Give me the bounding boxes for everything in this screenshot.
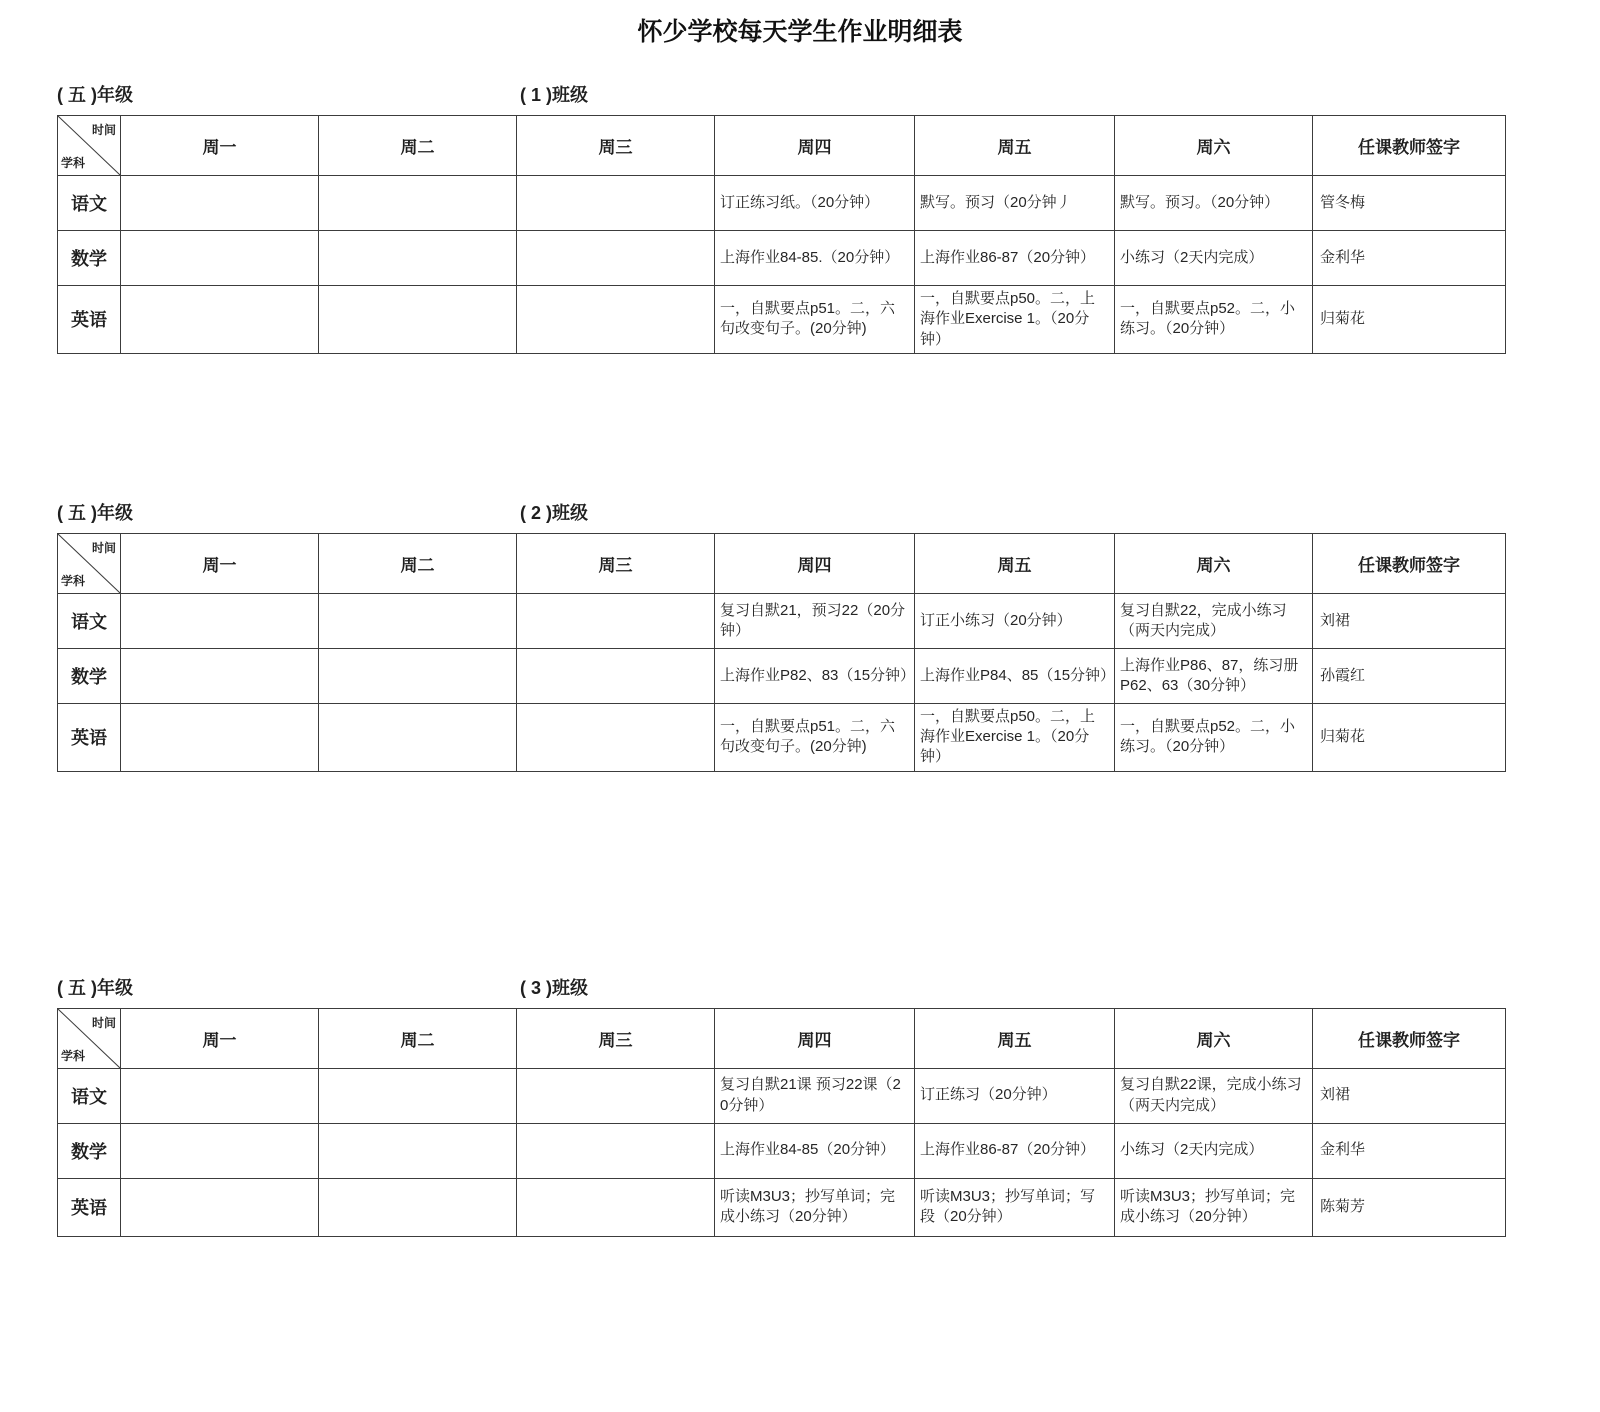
homework-cell [517, 176, 715, 231]
subject-cell: 英语 [58, 703, 121, 771]
header-row [58, 1008, 1506, 1068]
day-header-thu: 周四 [715, 533, 915, 593]
day-header-mon: 周一 [121, 116, 319, 176]
homework-cell [121, 703, 319, 771]
homework-cell [319, 1123, 517, 1178]
header-row [58, 533, 1506, 593]
homework-cell: 订正练习（20分钟） [915, 1068, 1115, 1123]
day-header-tue: 周二 [319, 1008, 517, 1068]
homework-cell [121, 1178, 319, 1236]
class-label: ( 2 )班级 [520, 502, 589, 523]
table-row [58, 703, 1506, 771]
homework-table [57, 115, 1506, 354]
homework-cell: 上海作业86-87（20分钟） [915, 231, 1115, 286]
homework-cell [517, 231, 715, 286]
teacher-cell: 金利华 [1313, 1123, 1506, 1178]
homework-cell: 一，自默要点p52。二，小练习。（20分钟） [1115, 286, 1313, 354]
corner-time-label: 时间 [91, 123, 116, 137]
homework-cell: 一，自默要点p52。二，小练习。（20分钟） [1115, 703, 1313, 771]
day-header-wed: 周三 [517, 533, 715, 593]
homework-cell [121, 1123, 319, 1178]
homework-cell [319, 1068, 517, 1123]
homework-cell [319, 231, 517, 286]
grade-label: ( 五 )年级 [57, 502, 133, 523]
day-header-thu: 周四 [715, 1008, 915, 1068]
homework-cell: 一，自默要点p51。二，六句改变句子。(20分钟) [715, 286, 915, 354]
homework-cell [319, 1178, 517, 1236]
day-header-tue: 周二 [319, 116, 517, 176]
homework-cell [319, 176, 517, 231]
corner-time-label: 时间 [91, 1015, 116, 1030]
homework-cell: 复习自默22课，完成小练习（两天内完成） [1115, 1068, 1313, 1123]
homework-cell: 复习自默22，完成小练习（两天内完成） [1115, 593, 1313, 648]
day-header-sat: 周六 [1115, 116, 1313, 176]
homework-cell: 上海作业86-87（20分钟） [915, 1123, 1115, 1178]
day-header-wed: 周三 [517, 116, 715, 176]
corner-subject-label: 学科 [61, 1048, 86, 1063]
homework-cell [319, 648, 517, 703]
homework-cell: 复习自默21课 预习22课（20分钟） [715, 1068, 915, 1123]
teacher-cell: 归菊花 [1313, 286, 1506, 354]
homework-cell [517, 1068, 715, 1123]
subject-cell: 英语 [58, 1178, 121, 1236]
homework-cell [517, 1123, 715, 1178]
day-header-mon: 周一 [121, 1008, 319, 1068]
homework-cell: 上海作业P84、85（15分钟） [915, 648, 1115, 703]
subject-cell: 语文 [58, 1068, 121, 1123]
homework-cell: 上海作业P86、87，练习册P62、63（30分钟） [1115, 648, 1313, 703]
corner-subject-label: 学科 [61, 573, 86, 588]
teacher-header: 任课教师签字 [1313, 1008, 1506, 1068]
homework-cell [517, 703, 715, 771]
teacher-cell: 管冬梅 [1313, 176, 1506, 231]
homework-cell: 小练习（2天内完成） [1115, 1123, 1313, 1178]
homework-cell: 一，自默要点p51。二，六句改变句子。(20分钟) [715, 703, 915, 771]
day-header-tue: 周二 [319, 533, 517, 593]
day-header-fri: 周五 [915, 533, 1115, 593]
corner-time-label: 时间 [91, 540, 116, 555]
teacher-cell: 金利华 [1313, 231, 1506, 286]
homework-cell [319, 286, 517, 354]
homework-cell: 复习自默21，预习22（20分钟） [715, 593, 915, 648]
grade-label: ( 五 )年级 [57, 85, 133, 105]
class-section-1 [57, 84, 1505, 354]
homework-cell [517, 286, 715, 354]
homework-cell: 一，自默要点p50。二，上海作业Exercise 1。（20分钟） [915, 286, 1115, 354]
subject-cell: 语文 [58, 176, 121, 231]
teacher-cell: 陈菊芳 [1313, 1178, 1506, 1236]
homework-table [57, 1008, 1506, 1237]
teacher-header: 任课教师签字 [1313, 533, 1506, 593]
table-row [58, 1178, 1506, 1236]
caption-row [57, 502, 1505, 524]
homework-cell [121, 286, 319, 354]
subject-cell: 数学 [58, 648, 121, 703]
subject-cell: 语文 [58, 593, 121, 648]
class-label: ( 1 )班级 [520, 85, 589, 105]
page-title: 怀少学校每天学生作业明细表 [637, 18, 963, 46]
caption-row [57, 977, 1505, 999]
homework-cell [121, 593, 319, 648]
caption-row [57, 84, 1505, 106]
homework-cell: 一，自默要点p50。二，上海作业Exercise 1。（20分钟） [915, 703, 1115, 771]
class-section-3 [57, 977, 1505, 1237]
homework-table [57, 533, 1506, 772]
homework-cell: 听读M3U3；抄写单词；写段（20分钟） [915, 1178, 1115, 1236]
homework-cell: 默写。预习（20分钟丿 [915, 176, 1115, 231]
table-row [58, 648, 1506, 703]
day-header-sat: 周六 [1115, 1008, 1313, 1068]
homework-cell [121, 231, 319, 286]
day-header-thu: 周四 [715, 116, 915, 176]
homework-cell [319, 593, 517, 648]
teacher-header: 任课教师签字 [1313, 116, 1506, 176]
table-row [58, 593, 1506, 648]
teacher-cell: 孙霞红 [1313, 648, 1506, 703]
homework-cell [121, 176, 319, 231]
homework-cell: 小练习（2天内完成） [1115, 231, 1313, 286]
subject-cell: 数学 [58, 231, 121, 286]
table-row [58, 231, 1506, 286]
class-section-2 [57, 502, 1505, 772]
day-header-sat: 周六 [1115, 533, 1313, 593]
subject-cell: 英语 [58, 286, 121, 354]
homework-cell [121, 1068, 319, 1123]
subject-cell: 数学 [58, 1123, 121, 1178]
homework-cell: 听读M3U3；抄写单词；完成小练习（20分钟） [715, 1178, 915, 1236]
homework-cell [517, 593, 715, 648]
day-header-fri: 周五 [915, 116, 1115, 176]
table-row [58, 1068, 1506, 1123]
corner-subject-label: 学科 [61, 156, 86, 170]
homework-cell [319, 703, 517, 771]
homework-cell: 听读M3U3；抄写单词；完成小练习（20分钟） [1115, 1178, 1313, 1236]
homework-cell: 上海作业84-85（20分钟） [715, 1123, 915, 1178]
corner-cell [58, 533, 121, 593]
grade-label: ( 五 )年级 [57, 977, 133, 998]
homework-cell [517, 1178, 715, 1236]
teacher-cell: 刘裙 [1313, 1068, 1506, 1123]
header-row [58, 116, 1506, 176]
table-row [58, 176, 1506, 231]
teacher-cell: 归菊花 [1313, 703, 1506, 771]
class-label: ( 3 )班级 [520, 977, 589, 998]
corner-cell [58, 1008, 121, 1068]
table-row [58, 286, 1506, 354]
corner-cell [58, 116, 121, 176]
homework-cell: 上海作业P82、83（15分钟） [715, 648, 915, 703]
homework-cell: 订正练习纸。（20分钟） [715, 176, 915, 231]
day-header-mon: 周一 [121, 533, 319, 593]
homework-cell: 订正小练习（20分钟） [915, 593, 1115, 648]
teacher-cell: 刘裙 [1313, 593, 1506, 648]
homework-cell: 默写。预习。（20分钟） [1115, 176, 1313, 231]
homework-cell [121, 648, 319, 703]
table-row [58, 1123, 1506, 1178]
homework-cell [517, 648, 715, 703]
homework-cell: 上海作业84-85.（20分钟） [715, 231, 915, 286]
day-header-fri: 周五 [915, 1008, 1115, 1068]
day-header-wed: 周三 [517, 1008, 715, 1068]
